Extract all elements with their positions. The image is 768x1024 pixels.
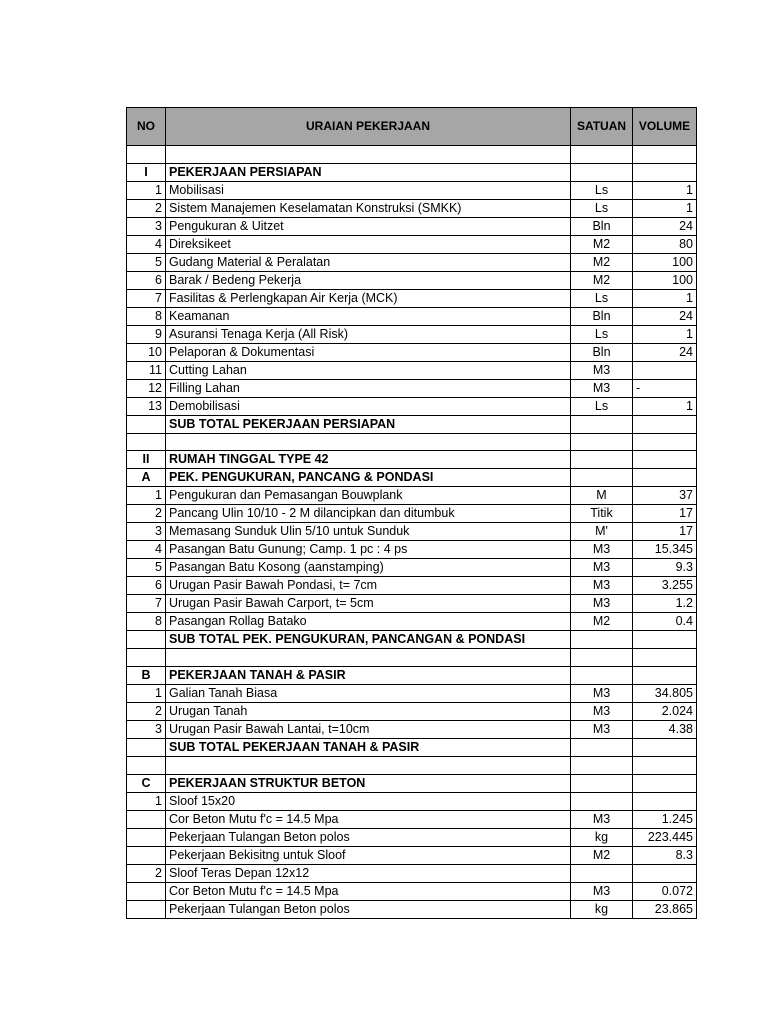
row-description <box>166 433 571 451</box>
table-row <box>127 325 697 343</box>
row-unit: M3 <box>571 595 633 613</box>
row-volume: 1 <box>633 181 697 199</box>
row-volume <box>633 146 697 164</box>
row-description: Sloof 15x20 <box>166 792 571 810</box>
row-number: I <box>127 163 166 181</box>
table-row <box>127 307 697 325</box>
row-unit <box>571 864 633 882</box>
row-volume: 37 <box>633 487 697 505</box>
table-row <box>127 864 697 882</box>
row-unit: Bln <box>571 343 633 361</box>
table-row <box>127 846 697 864</box>
row-number: 8 <box>127 613 166 631</box>
row-description: Pekerjaan Tulangan Beton polos <box>166 828 571 846</box>
row-unit: M2 <box>571 271 633 289</box>
row-description: Pasangan Batu Kosong (aanstamping) <box>166 559 571 577</box>
row-volume: 80 <box>633 235 697 253</box>
row-description: Pasangan Batu Gunung; Camp. 1 pc : 4 ps <box>166 541 571 559</box>
row-number: 1 <box>127 487 166 505</box>
row-description: Memasang Sunduk Ulin 5/10 untuk Sunduk <box>166 523 571 541</box>
table-row <box>127 595 697 613</box>
row-number: 13 <box>127 397 166 415</box>
row-volume: 1 <box>633 289 697 307</box>
row-description: PEK. PENGUKURAN, PANCANG & PONDASI <box>166 469 571 487</box>
row-volume: 1.2 <box>633 595 697 613</box>
row-number: II <box>127 451 166 469</box>
row-unit: Bln <box>571 307 633 325</box>
row-volume: 17 <box>633 505 697 523</box>
row-volume <box>633 757 697 775</box>
row-number: 1 <box>127 792 166 810</box>
row-unit <box>571 792 633 810</box>
table-row <box>127 577 697 595</box>
table-row <box>127 487 697 505</box>
table-row <box>127 451 697 469</box>
row-unit <box>571 433 633 451</box>
row-unit: M3 <box>571 361 633 379</box>
row-number <box>127 631 166 649</box>
row-number <box>127 810 166 828</box>
row-volume <box>633 864 697 882</box>
row-description <box>166 757 571 775</box>
table-row <box>127 217 697 235</box>
table-row <box>127 181 697 199</box>
row-unit: kg <box>571 828 633 846</box>
table-row <box>127 343 697 361</box>
row-volume: 23.865 <box>633 900 697 918</box>
row-volume: 3.255 <box>633 577 697 595</box>
row-unit <box>571 757 633 775</box>
row-description: Urugan Pasir Bawah Pondasi, t= 7cm <box>166 577 571 595</box>
row-description: Filling Lahan <box>166 379 571 397</box>
row-unit <box>571 451 633 469</box>
row-volume <box>633 792 697 810</box>
row-description: Pancang Ulin 10/10 - 2 M dilancipkan dan ditumbuk <box>166 505 571 523</box>
row-volume <box>633 649 697 667</box>
table-row <box>127 253 697 271</box>
row-unit: M3 <box>571 882 633 900</box>
row-volume: 223.445 <box>633 828 697 846</box>
row-unit <box>571 146 633 164</box>
row-description: Demobilisasi <box>166 397 571 415</box>
table-row <box>127 397 697 415</box>
row-volume <box>633 667 697 685</box>
row-description: Asuransi Tenaga Kerja (All Risk) <box>166 325 571 343</box>
row-number: B <box>127 667 166 685</box>
row-unit: Ls <box>571 397 633 415</box>
row-unit: M2 <box>571 253 633 271</box>
row-number: 2 <box>127 703 166 721</box>
row-description: Mobilisasi <box>166 181 571 199</box>
row-number <box>127 739 166 757</box>
row-description: Fasilitas & Perlengkapan Air Kerja (MCK) <box>166 289 571 307</box>
row-unit: M3 <box>571 721 633 739</box>
row-number <box>127 415 166 433</box>
row-unit: Ls <box>571 181 633 199</box>
row-unit <box>571 774 633 792</box>
table-row <box>127 882 697 900</box>
row-number: 3 <box>127 523 166 541</box>
table-row <box>127 361 697 379</box>
row-volume: 8.3 <box>633 846 697 864</box>
row-volume: 24 <box>633 307 697 325</box>
row-volume: 15.345 <box>633 541 697 559</box>
row-description: Gudang Material & Peralatan <box>166 253 571 271</box>
table-row <box>127 433 697 451</box>
row-unit: M2 <box>571 235 633 253</box>
row-volume <box>633 739 697 757</box>
row-number: 8 <box>127 307 166 325</box>
row-volume <box>633 451 697 469</box>
row-description: Keamanan <box>166 307 571 325</box>
row-volume <box>633 415 697 433</box>
row-number: 7 <box>127 595 166 613</box>
row-volume: - <box>633 379 697 397</box>
table-row <box>127 685 697 703</box>
row-number: 6 <box>127 271 166 289</box>
row-volume <box>633 631 697 649</box>
row-unit <box>571 163 633 181</box>
row-number: 6 <box>127 577 166 595</box>
row-unit: M3 <box>571 559 633 577</box>
row-unit: M3 <box>571 379 633 397</box>
table-row <box>127 774 697 792</box>
row-volume: 2.024 <box>633 703 697 721</box>
row-description: Pengukuran dan Pemasangan Bouwplank <box>166 487 571 505</box>
row-number <box>127 649 166 667</box>
row-volume: 4.38 <box>633 721 697 739</box>
table-row <box>127 810 697 828</box>
row-unit <box>571 415 633 433</box>
table-row <box>127 146 697 164</box>
row-volume <box>633 469 697 487</box>
row-number: 10 <box>127 343 166 361</box>
row-unit <box>571 667 633 685</box>
row-unit: M' <box>571 523 633 541</box>
row-unit: Ls <box>571 199 633 217</box>
row-volume: 1 <box>633 397 697 415</box>
table-row <box>127 828 697 846</box>
row-description: Pekerjaan Tulangan Beton polos <box>166 900 571 918</box>
row-volume: 1.245 <box>633 810 697 828</box>
row-number: 2 <box>127 864 166 882</box>
row-description: Urugan Pasir Bawah Lantai, t=10cm <box>166 721 571 739</box>
work-items-table <box>126 107 697 919</box>
row-description: Sistem Manajemen Keselamatan Konstruksi (SMKK) <box>166 199 571 217</box>
header-unit: SATUAN <box>571 108 633 146</box>
row-description: Urugan Pasir Bawah Carport, t= 5cm <box>166 595 571 613</box>
row-description: Direksikeet <box>166 235 571 253</box>
table-row <box>127 649 697 667</box>
row-description: RUMAH TINGGAL TYPE 42 <box>166 451 571 469</box>
row-description: Pasangan Rollag Batako <box>166 613 571 631</box>
row-number: 1 <box>127 181 166 199</box>
row-number: 2 <box>127 505 166 523</box>
row-unit: M3 <box>571 703 633 721</box>
row-unit: M3 <box>571 577 633 595</box>
row-volume: 1 <box>633 325 697 343</box>
row-description: SUB TOTAL PEKERJAAN TANAH & PASIR <box>166 739 571 757</box>
header-description: URAIAN PEKERJAAN <box>166 108 571 146</box>
row-number <box>127 828 166 846</box>
table-row <box>127 379 697 397</box>
row-description: SUB TOTAL PEK. PENGUKURAN, PANCANGAN & PONDASI <box>166 631 571 649</box>
row-number <box>127 900 166 918</box>
row-number: 12 <box>127 379 166 397</box>
row-volume: 17 <box>633 523 697 541</box>
row-unit: Titik <box>571 505 633 523</box>
row-unit: M2 <box>571 613 633 631</box>
row-number: 3 <box>127 217 166 235</box>
table-row <box>127 559 697 577</box>
row-description: Cor Beton Mutu f'c = 14.5 Mpa <box>166 810 571 828</box>
table-header-row <box>127 108 697 146</box>
row-description: Sloof Teras Depan 12x12 <box>166 864 571 882</box>
table-row <box>127 792 697 810</box>
table-row <box>127 739 697 757</box>
table-row <box>127 199 697 217</box>
row-description: Pelaporan & Dokumentasi <box>166 343 571 361</box>
row-number: A <box>127 469 166 487</box>
row-number: 5 <box>127 559 166 577</box>
row-description: Pengukuran & Uitzet <box>166 217 571 235</box>
table-row <box>127 613 697 631</box>
row-number <box>127 846 166 864</box>
row-volume: 100 <box>633 271 697 289</box>
table-row <box>127 523 697 541</box>
row-volume: 34.805 <box>633 685 697 703</box>
row-description: Urugan Tanah <box>166 703 571 721</box>
row-description: Galian Tanah Biasa <box>166 685 571 703</box>
row-unit: M3 <box>571 685 633 703</box>
row-number: 3 <box>127 721 166 739</box>
table-row <box>127 757 697 775</box>
row-description: PEKERJAAN STRUKTUR BETON <box>166 774 571 792</box>
row-description: PEKERJAAN PERSIAPAN <box>166 163 571 181</box>
row-volume <box>633 163 697 181</box>
row-unit: Bln <box>571 217 633 235</box>
row-volume <box>633 433 697 451</box>
row-number: C <box>127 774 166 792</box>
row-volume: 0.072 <box>633 882 697 900</box>
row-number: 5 <box>127 253 166 271</box>
row-unit: kg <box>571 900 633 918</box>
row-volume: 1 <box>633 199 697 217</box>
table-row <box>127 900 697 918</box>
table-row <box>127 271 697 289</box>
row-description: SUB TOTAL PEKERJAAN PERSIAPAN <box>166 415 571 433</box>
header-no: NO <box>127 108 166 146</box>
row-number: 9 <box>127 325 166 343</box>
row-description <box>166 146 571 164</box>
row-description: PEKERJAAN TANAH & PASIR <box>166 667 571 685</box>
row-unit: M2 <box>571 846 633 864</box>
row-unit: Ls <box>571 289 633 307</box>
row-description: Barak / Bedeng Pekerja <box>166 271 571 289</box>
header-volume: VOLUME <box>633 108 697 146</box>
table-row <box>127 667 697 685</box>
row-volume <box>633 774 697 792</box>
row-number: 11 <box>127 361 166 379</box>
table-row <box>127 541 697 559</box>
row-unit <box>571 631 633 649</box>
row-unit: M3 <box>571 810 633 828</box>
row-number: 4 <box>127 235 166 253</box>
row-number: 2 <box>127 199 166 217</box>
row-description: Cor Beton Mutu f'c = 14.5 Mpa <box>166 882 571 900</box>
row-number: 1 <box>127 685 166 703</box>
table-row <box>127 235 697 253</box>
row-number <box>127 882 166 900</box>
table-row <box>127 505 697 523</box>
row-volume: 0.4 <box>633 613 697 631</box>
row-volume: 24 <box>633 217 697 235</box>
row-number <box>127 146 166 164</box>
row-number <box>127 433 166 451</box>
row-volume: 100 <box>633 253 697 271</box>
table-row <box>127 631 697 649</box>
row-number: 4 <box>127 541 166 559</box>
row-description <box>166 649 571 667</box>
table-row <box>127 721 697 739</box>
row-number <box>127 757 166 775</box>
table-row <box>127 703 697 721</box>
table-row <box>127 289 697 307</box>
row-unit <box>571 469 633 487</box>
table-row <box>127 469 697 487</box>
row-volume <box>633 361 697 379</box>
row-number: 7 <box>127 289 166 307</box>
row-unit <box>571 739 633 757</box>
row-unit: M3 <box>571 541 633 559</box>
table-row <box>127 163 697 181</box>
row-unit: Ls <box>571 325 633 343</box>
row-unit: M <box>571 487 633 505</box>
row-description: Pekerjaan Bekisitng untuk Sloof <box>166 846 571 864</box>
row-volume: 9.3 <box>633 559 697 577</box>
row-unit <box>571 649 633 667</box>
row-description: Cutting Lahan <box>166 361 571 379</box>
row-volume: 24 <box>633 343 697 361</box>
table-row <box>127 415 697 433</box>
